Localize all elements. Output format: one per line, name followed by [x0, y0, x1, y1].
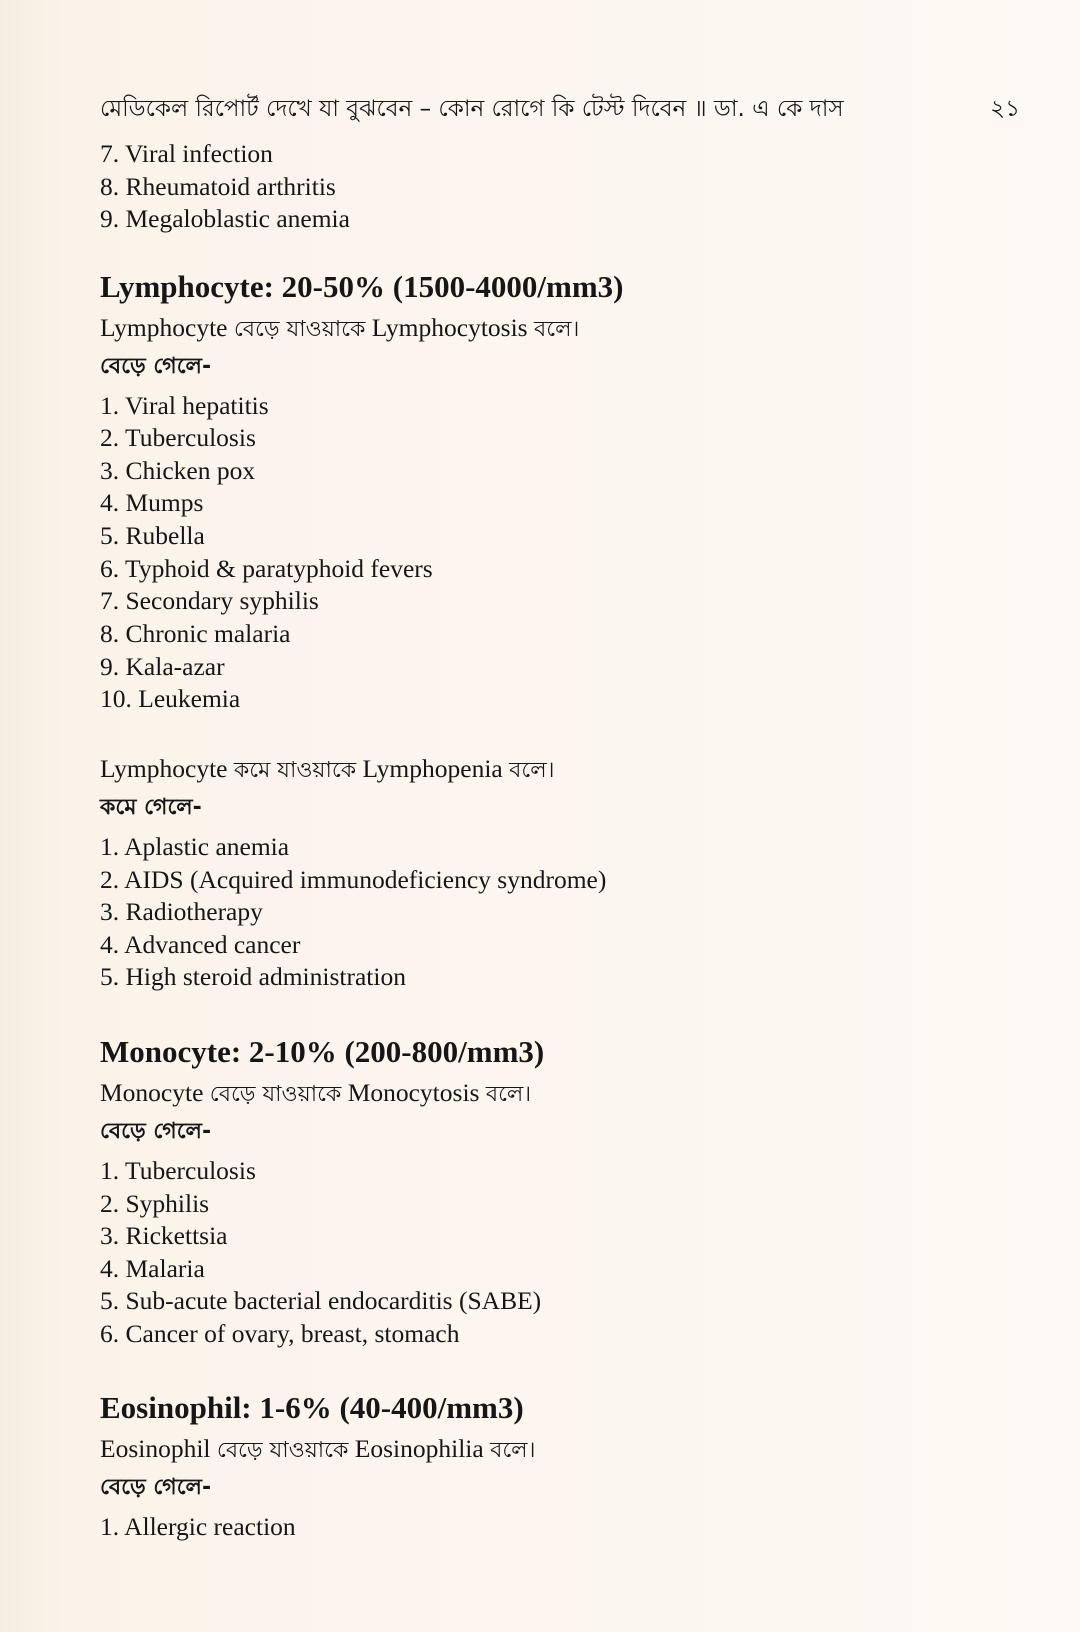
- list-item: 10. Leukemia: [100, 684, 241, 713]
- definition-term: Monocyte: [100, 1078, 204, 1107]
- monocytosis-definition: [100, 1076, 531, 1111]
- definition-condition: Monocytosis: [347, 1078, 480, 1107]
- list-item: 8. Chronic malaria: [100, 619, 291, 648]
- list-item: 7. Viral infection: [100, 139, 273, 168]
- definition-condition: Eosinophilia: [354, 1434, 484, 1463]
- section-title-lymphocyte: Lymphocyte: 20-50% (1500-4000/mm3): [100, 269, 624, 304]
- running-header: [100, 92, 1020, 126]
- definition-text: বেড়ে যাওয়াকে: [216, 1438, 349, 1463]
- running-header-title: মেডিকেল রিপোর্ট দেখে যা বুঝবেন – কোন রোগে কি টেস্ট দিবেন ॥ ডা. এ কে দাস: [100, 96, 844, 122]
- definition-end: বলে।: [490, 1438, 536, 1463]
- list-item: 9. Megaloblastic anemia: [100, 204, 350, 233]
- list-item: 8. Rheumatoid arthritis: [100, 172, 336, 201]
- lymphocytosis-definition: [100, 311, 579, 346]
- list-item: 6. Typhoid & paratyphoid fevers: [100, 554, 433, 583]
- list-item: 2. AIDS (Acquired immunodeficiency syndrome): [100, 865, 607, 894]
- subheading-increase: বেড়ে গেলে-: [100, 354, 212, 379]
- section-title-eosinophil: Eosinophil: 1-6% (40-400/mm3): [100, 1390, 524, 1425]
- definition-text: বেড়ে যাওয়াকে: [233, 317, 366, 342]
- list-item: 9. Kala-azar: [100, 652, 225, 681]
- list-item: 1. Allergic reaction: [100, 1512, 296, 1541]
- list-item: 1. Tuberculosis: [100, 1156, 256, 1185]
- list-item: 6. Cancer of ovary, breast, stomach: [100, 1319, 460, 1348]
- list-item: 4. Mumps: [100, 488, 204, 517]
- list-item: 1. Aplastic anemia: [100, 832, 290, 861]
- definition-term: Lymphocyte: [100, 754, 228, 783]
- definition-term: Eosinophil: [100, 1434, 211, 1463]
- lymphopenia-definition: [100, 752, 554, 787]
- list-item: 2. Syphilis: [100, 1189, 210, 1218]
- list-item: 3. Chicken pox: [100, 456, 256, 485]
- subheading-increase: বেড়ে গেলে-: [100, 1475, 212, 1500]
- list-item: 5. Sub-acute bacterial endocarditis (SABE): [100, 1286, 542, 1315]
- list-item: 7. Secondary syphilis: [100, 586, 319, 615]
- list-item: 5. High steroid administration: [100, 962, 406, 991]
- definition-term: Lymphocyte: [100, 313, 228, 342]
- page-number: ২১: [990, 96, 1020, 122]
- list-item: 1. Viral hepatitis: [100, 391, 269, 420]
- definition-condition: Lymphocytosis: [371, 313, 528, 342]
- subheading-increase: বেড়ে গেলে-: [100, 1119, 212, 1144]
- definition-condition: Lymphopenia: [362, 754, 503, 783]
- definition-end: বলে।: [533, 317, 580, 342]
- list-item: 3. Rickettsia: [100, 1221, 228, 1250]
- definition-end: বলে।: [485, 1082, 532, 1107]
- list-item: 4. Malaria: [100, 1254, 205, 1283]
- list-item: 2. Tuberculosis: [100, 423, 256, 452]
- list-item: 5. Rubella: [100, 521, 205, 550]
- definition-text: কমে যাওয়াকে: [233, 758, 357, 783]
- section-title-monocyte: Monocyte: 2-10% (200-800/mm3): [100, 1034, 545, 1069]
- definition-end: বলে।: [509, 758, 555, 783]
- subheading-decrease: কমে গেলে-: [100, 795, 202, 820]
- list-item: 4. Advanced cancer: [100, 930, 301, 959]
- definition-text: বেড়ে যাওয়াকে: [209, 1082, 342, 1107]
- eosinophilia-definition: [100, 1432, 535, 1467]
- list-item: 3. Radiotherapy: [100, 897, 263, 926]
